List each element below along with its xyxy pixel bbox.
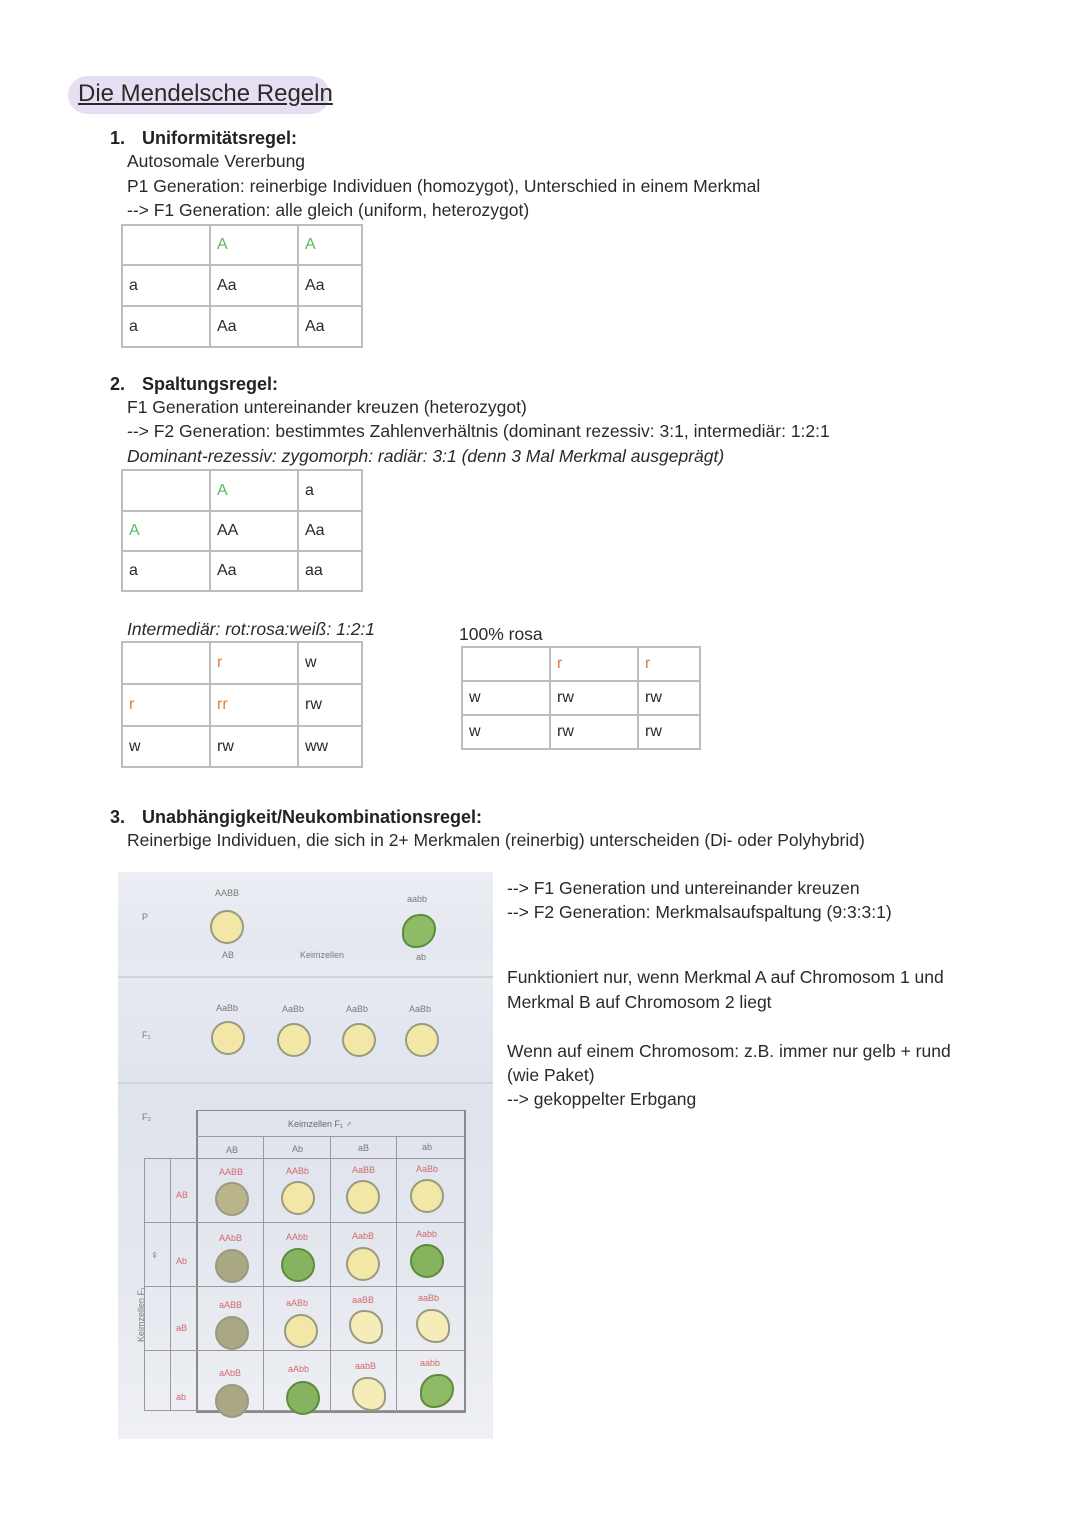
f1-genotype: AaBb [346, 1004, 369, 1014]
punnett-dominant [121, 469, 363, 592]
row-gamete: ab [176, 1392, 187, 1402]
punnett-intermediate [121, 641, 363, 768]
gamete-left: AB [222, 950, 235, 960]
pea-yellow-round [284, 1314, 318, 1348]
col-gamete: AB [226, 1145, 239, 1155]
col-gamete: aB [358, 1143, 370, 1153]
col-gamete: Ab [292, 1144, 304, 1154]
p-left-genotype: AABB [215, 888, 240, 898]
rule3-title: Unabhängigkeit/Neukombinationsregel: [142, 807, 483, 827]
f2-genotype: AaBb [416, 1164, 439, 1174]
punnett-uniform [121, 224, 363, 348]
rule2-title: Spaltungsregel: [142, 374, 279, 394]
grid-line [144, 1350, 464, 1351]
cell: Aa [210, 551, 298, 591]
f2-genotype: AAbb [286, 1232, 309, 1242]
f2-genotype: AabB [352, 1231, 375, 1241]
grid-line [196, 1136, 464, 1137]
pea-yellow-round [405, 1023, 439, 1057]
f2-genotype: aABB [219, 1300, 243, 1310]
page-title: Die Mendelsche Regeln [78, 80, 333, 107]
pea-green-round [286, 1381, 320, 1415]
cell: w [462, 715, 550, 749]
pea-green-round [410, 1244, 444, 1278]
cell: Aa [210, 265, 298, 306]
rule1-number: 1. [110, 128, 126, 148]
rule3-coupled-2: (wie Paket) [507, 1065, 595, 1085]
rule1-heading [110, 128, 297, 149]
pea-yellow-round [210, 910, 244, 944]
rule3-coupled-1: Wenn auf einem Chromosom: z.B. immer nur gelb + rund [507, 1041, 951, 1061]
cell: aa [298, 551, 362, 591]
rule2-line-2: --> F2 Generation: bestimmtes Zahlenverhältnis (dominant rezessiv: 3:1, intermediär: 1:2:1 [127, 421, 830, 441]
cell: rw [550, 681, 638, 715]
f1-genotype: AaBb [409, 1004, 432, 1014]
cell: r [122, 684, 210, 726]
rule1-line-3: --> F1 Generation: alle gleich (uniform, heterozygot) [127, 200, 530, 220]
cell: r [638, 647, 700, 681]
cell: a [122, 306, 210, 347]
pea-green-round [281, 1248, 315, 1282]
pea-yellow-round [342, 1023, 376, 1057]
f2-genotype: aAbb [288, 1364, 310, 1374]
row-label-f1: F₁ [142, 1030, 151, 1040]
grid-line [263, 1136, 264, 1412]
grid-line [396, 1136, 397, 1412]
grid-line [144, 1222, 464, 1223]
f2-genotype: AABB [219, 1167, 244, 1177]
cell: rw [298, 684, 362, 726]
row-label-p: P [142, 912, 149, 922]
row-gamete: AB [176, 1190, 189, 1200]
cell: rw [550, 715, 638, 749]
rule3-condition-2: Merkmal B auf Chromosom 2 liegt [507, 992, 772, 1012]
cell [122, 470, 210, 511]
f2-genotype: aabb [420, 1358, 441, 1368]
rule3-coupled-3: --> gekoppelter Erbgang [507, 1089, 697, 1109]
cell [462, 647, 550, 681]
row-label-f2: F₂ [142, 1112, 151, 1122]
f1-genotype: AaBb [282, 1004, 305, 1014]
f2-genotype: aaBB [352, 1295, 375, 1305]
rule3-note-2: --> F2 Generation: Merkmalsaufspaltung (9:3:3:1) [507, 902, 892, 922]
pea-yellow-round [410, 1179, 444, 1213]
cell: rw [210, 726, 298, 767]
pea-yellow-round [211, 1021, 245, 1055]
male-gametes-label: Keimzellen F₁ ♂ [288, 1119, 353, 1129]
cell: a [298, 470, 362, 511]
rule3-heading [110, 807, 482, 828]
f2-genotype: aabB [355, 1361, 377, 1371]
f2-genotype: AABb [286, 1166, 310, 1176]
pea-yellow-round [281, 1181, 315, 1215]
grid-line [196, 1158, 464, 1159]
cell: Aa [210, 306, 298, 347]
cell: A [210, 470, 298, 511]
cell: w [298, 642, 362, 684]
intermediate-label: Intermediär: rot:rosa:weiß: 1:2:1 [127, 619, 376, 639]
f1-genotype: AaBb [216, 1003, 239, 1013]
f2-genotype: aAbB [219, 1368, 242, 1378]
pea-yellow-round [215, 1316, 249, 1350]
cell: AA [210, 511, 298, 551]
rule3-condition-1: Funktioniert nur, wenn Merkmal A auf Chromosom 1 und [507, 967, 944, 987]
row-gamete: aB [176, 1323, 188, 1333]
rosa-label: 100% rosa [459, 624, 543, 644]
cell: a [122, 551, 210, 591]
cell: rr [210, 684, 298, 726]
p-right-genotype: aabb [407, 894, 428, 904]
cell: ww [298, 726, 362, 767]
gamete-right: ab [416, 952, 427, 962]
cell: r [210, 642, 298, 684]
grid-line [330, 1136, 331, 1412]
grid-line [144, 1158, 145, 1410]
f2-genotype: aaBb [418, 1293, 440, 1303]
rule1-title: Uniformitätsregel: [142, 128, 298, 148]
f2-genotype: Aabb [416, 1229, 438, 1239]
rule2-number: 2. [110, 374, 126, 394]
cell: Aa [298, 306, 362, 347]
pea-yellow-round [215, 1249, 249, 1283]
cell: Aa [298, 511, 362, 551]
f2-genotype: AAbB [219, 1233, 243, 1243]
rule1-line-2: P1 Generation: reinerbige Individuen (homozygot), Unterschied in einem Merkmal [127, 176, 761, 196]
cell: A [298, 225, 362, 265]
rule3-number: 3. [110, 807, 126, 827]
rule2-italic-line: Dominant-rezessiv: zygomorph: radiär: 3:1 (denn 3 Mal Merkmal ausgeprägt) [127, 446, 725, 466]
pea-yellow-round [346, 1180, 380, 1214]
f2-genotype: aABb [286, 1298, 309, 1308]
pea-green-wrinkled [402, 914, 436, 948]
rule3-note-1: --> F1 Generation und untereinander kreuzen [507, 878, 860, 898]
cell: w [462, 681, 550, 715]
grid-line [144, 1286, 464, 1287]
pea-yellow-round [277, 1023, 311, 1057]
cell: r [550, 647, 638, 681]
cell: rw [638, 681, 700, 715]
grid-line [170, 1158, 171, 1410]
rule2-line-1: F1 Generation untereinander kreuzen (heterozygot) [127, 397, 527, 417]
rule1-line-1: Autosomale Vererbung [127, 151, 306, 171]
f2-genotype: AaBB [352, 1165, 376, 1175]
cell: rw [638, 715, 700, 749]
rule2-heading [110, 374, 278, 395]
pea-yellow-round [346, 1247, 380, 1281]
pea-yellow-round [215, 1182, 249, 1216]
cell: A [122, 511, 210, 551]
cell: A [210, 225, 298, 265]
pea-yellow-round [215, 1384, 249, 1418]
female-symbol: ♀ [150, 1248, 159, 1262]
gamete-center-label: Keimzellen [300, 950, 345, 960]
cell [122, 642, 210, 684]
cell: w [122, 726, 210, 767]
rule3-line: Reinerbige Individuen, die sich in 2+ Merkmalen (reinerbig) unterscheiden (Di- oder Polyhybrid) [127, 830, 865, 850]
cell: Aa [298, 265, 362, 306]
punnett-rosa [461, 646, 701, 750]
cell: a [122, 265, 210, 306]
row-gamete: Ab [176, 1256, 188, 1266]
col-gamete: ab [422, 1142, 433, 1152]
cell [122, 225, 210, 265]
female-gametes-label: Keimzellen F₁ [136, 1286, 146, 1342]
